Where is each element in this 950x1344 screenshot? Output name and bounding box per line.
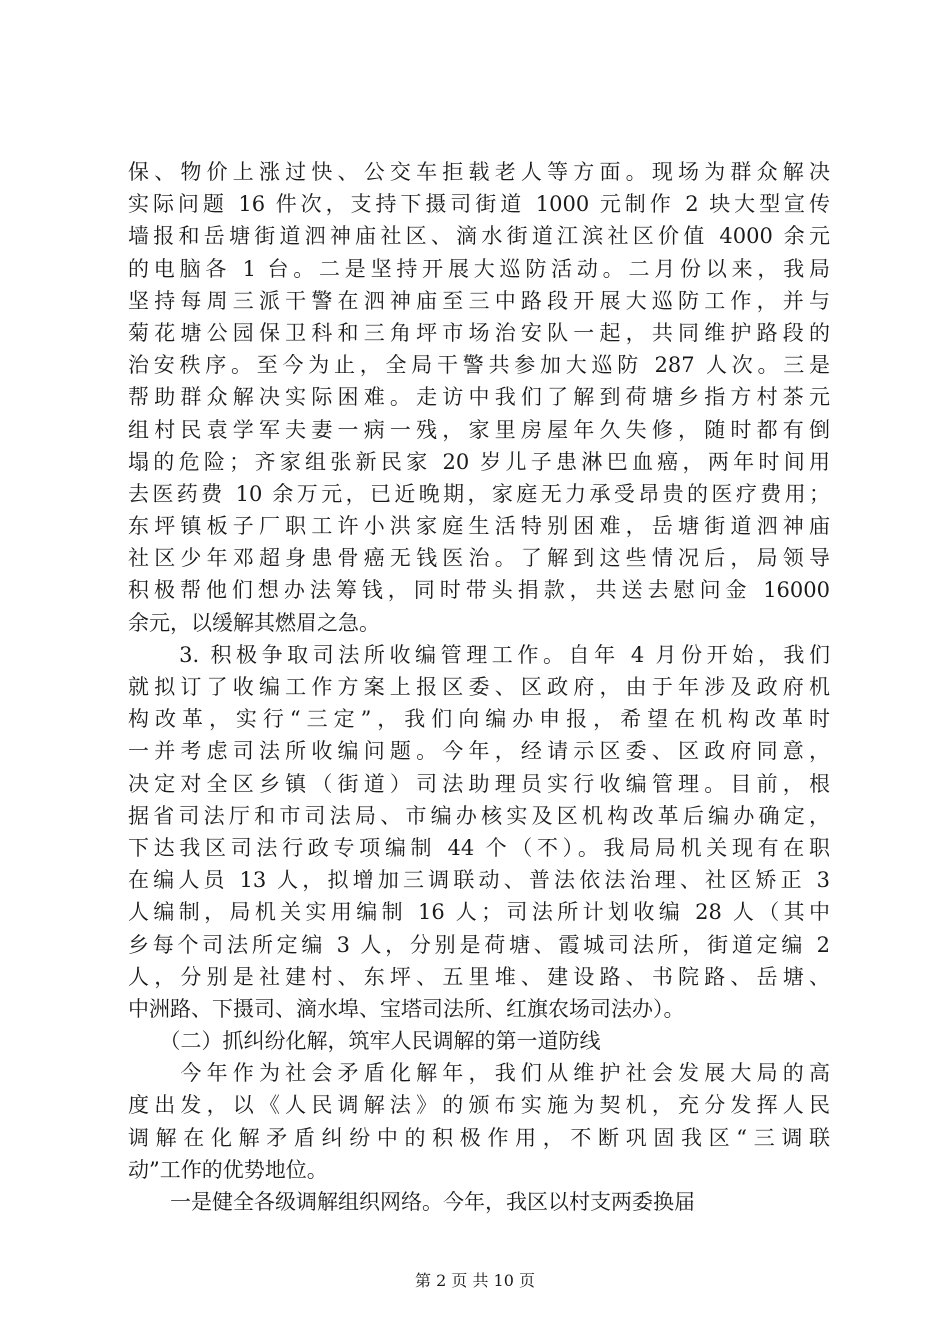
text-line: 治安秩序。至今为止，全局干警共参加大巡防 287 人次。三是 [128, 353, 830, 378]
text-line: 在编人员 13 人，拟增加三调联动、普法依法治理、社区矫正 3 [128, 868, 830, 893]
text-line: 下达我区司法行政专项编制 44 个（不）。我局局机关现有在职 [128, 835, 830, 860]
text-line: 的电脑各 1 台。二是坚持开展大巡防活动。二月份以来，我局 [128, 256, 830, 281]
text-line: 实际问题 16 件次，支持下摄司街道 1000 元制作 2 块大型宣传 [128, 192, 830, 217]
text-line: （二）抓纠纷化解，筑牢人民调解的第一道防线 [128, 1029, 601, 1054]
text-line: 3. 积极争取司法所收编管理工作。自年 4 月份开始，我们 [128, 642, 830, 667]
document-body [128, 156, 830, 1218]
text-line: 菊花塘公园保卫科和三角坪市场治安队一起，共同维护路段的 [128, 320, 830, 345]
text-line: 积极帮他们想办法筹钱，同时带头捐款，共送去慰问金 16000 [128, 578, 830, 603]
text-line: 今年作为社会矛盾化解年，我们从维护社会发展大局的高 [128, 1061, 830, 1086]
text-line: 据省司法厅和市司法局、市编办核实及区机构改革后编办确定， [128, 803, 830, 828]
text-line: 东坪镇板子厂职工许小洪家庭生活特别困难，岳塘街道泗神庙 [128, 514, 830, 539]
text-line: 去医药费 10 余万元，已近晚期，家庭无力承受昂贵的医疗费用； [128, 481, 830, 506]
text-line: 乡每个司法所定编 3 人，分别是荷塘、霞城司法所，街道定编 2 [128, 932, 830, 957]
text-line: 人，分别是社建村、东坪、五里堆、建设路、书院路、岳塘、 [128, 964, 830, 989]
text-line: 决定对全区乡镇（街道）司法助理员实行收编管理。目前，根 [128, 771, 830, 796]
text-line: 一并考虑司法所收编问题。今年，经请示区委、区政府同意， [128, 739, 830, 764]
text-line: 度出发，以《人民调解法》的颁布实施为契机，充分发挥人民 [128, 1093, 830, 1118]
text-line: 调解在化解矛盾纠纷中的积极作用，不断巩固我区“三调联 [128, 1125, 830, 1150]
text-line: 塌的危险；齐家组张新民家 20 岁儿子患淋巴血癌，两年时间用 [128, 449, 830, 474]
text-line: 就拟订了收编工作方案上报区委、区政府，由于年涉及政府机 [128, 675, 830, 699]
text-line: 帮助群众解决实际困难。走访中我们了解到荷塘乡指方村茶元 [128, 385, 830, 410]
text-line: 坚持每周三派干警在泗神庙至三中路段开展大巡防工作，并与 [128, 288, 830, 313]
page-footer: 第 2 页 共 10 页 [415, 1271, 535, 1290]
text-line: 墙报和岳塘街道泗神庙社区、滴水街道江滨社区价值 4000 余元 [128, 224, 830, 249]
text-line: 一是健全各级调解组织网络。今年，我区以村支两委换届 [128, 1190, 695, 1214]
text-line: 中洲路、下摄司、滴水埠、宝塔司法所、红旗农场司法办）。 [128, 996, 685, 1021]
text-line: 人编制，局机关实用编制 16 人；司法所计划收编 28 人（其中 [128, 900, 830, 925]
text-line: 构改革，实行“三定”，我们向编办申报，希望在机构改革时 [128, 707, 830, 732]
text-line: 余元，以缓解其燃眉之急。 [128, 610, 380, 635]
text-line: 组村民袁学军夫妻一病一残，家里房屋年久失修，随时都有倒 [128, 417, 830, 442]
text-line: 动”工作的优势地位。 [128, 1157, 328, 1182]
text-line: 保、物价上涨过快、公交车拒载老人等方面。现场为群众解决 [128, 160, 830, 184]
text-line: 社区少年邓超身患骨癌无钱医治。了解到这些情况后，局领导 [128, 546, 830, 571]
